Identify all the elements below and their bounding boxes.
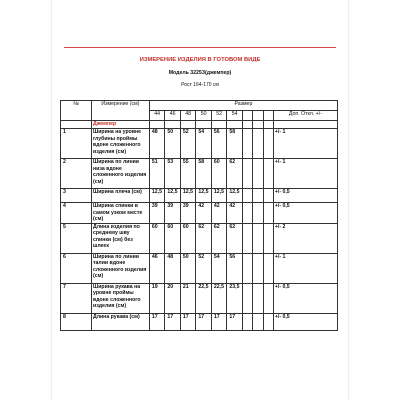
header-number: №: [61, 101, 92, 121]
size-value: 56: [211, 129, 227, 159]
size-value: 39: [165, 203, 181, 224]
size-value: 17: [180, 313, 196, 330]
empty-cell: [263, 189, 273, 203]
empty-cell: [242, 313, 252, 330]
row-number: 7: [61, 283, 92, 313]
empty-cell: [263, 223, 273, 253]
empty-cell: [263, 313, 273, 330]
document-page: [52, 0, 348, 400]
size-value: 12,5: [165, 189, 181, 203]
header-divider: [64, 47, 336, 48]
size-header: 52: [211, 111, 227, 121]
empty-cell: [263, 203, 273, 224]
empty-cell: [263, 129, 273, 159]
size-value: 23,5: [227, 283, 243, 313]
measurement-name: Ширина плеча (см): [92, 189, 150, 203]
size-value: 22,5: [211, 283, 227, 313]
measurement-table: [60, 100, 338, 331]
empty-size-cell: [242, 111, 252, 121]
tolerance-value: +/- 1: [273, 129, 337, 159]
tolerance-value: +/- 0,5: [273, 283, 337, 313]
measurement-name: Ширина рукава на уровне проймы вдоне сложенного изделия (см): [92, 283, 150, 313]
measurement-name: Длина изделия по среднему шву спинки (см) без шлеек: [92, 223, 150, 253]
size-value: 39: [149, 203, 165, 224]
measurement-name: Ширина спинки в самом узком месте (см): [92, 203, 150, 224]
size-value: 48: [149, 129, 165, 159]
size-header: 50: [196, 111, 212, 121]
empty-cell: [253, 223, 263, 253]
empty-cell: [253, 159, 263, 189]
empty-cell: [263, 283, 273, 313]
size-value: 54: [211, 253, 227, 283]
size-header: 54: [227, 111, 243, 121]
size-value: 48: [165, 253, 181, 283]
size-value: 60: [180, 223, 196, 253]
empty-cell: [242, 159, 252, 189]
tolerance-value: +/- 0,5: [273, 203, 337, 224]
size-value: 42: [211, 203, 227, 224]
size-value: 58: [196, 159, 212, 189]
table-row: [61, 159, 338, 189]
size-value: 12,5: [211, 189, 227, 203]
size-value: 50: [180, 253, 196, 283]
size-value: 56: [227, 253, 243, 283]
tolerance-value: +/- 0,5: [273, 313, 337, 330]
row-number: 6: [61, 253, 92, 283]
size-value: 20: [165, 283, 181, 313]
size-value: 62: [227, 159, 243, 189]
size-value: 52: [196, 253, 212, 283]
size-value: 12,5: [149, 189, 165, 203]
tolerance-value: +/- 1: [273, 159, 337, 189]
size-value: 12,5: [227, 189, 243, 203]
row-number: 8: [61, 313, 92, 330]
empty-cell: [253, 203, 263, 224]
empty-cell: [253, 253, 263, 283]
size-value: 53: [165, 159, 181, 189]
size-value: 58: [227, 129, 243, 159]
row-number: 3: [61, 189, 92, 203]
table-row: [61, 203, 338, 224]
size-value: 17: [196, 313, 212, 330]
size-value: 22,5: [196, 283, 212, 313]
size-value: 62: [196, 223, 212, 253]
size-value: 60: [211, 159, 227, 189]
size-header: 48: [180, 111, 196, 121]
size-value: 62: [211, 223, 227, 253]
empty-cell: [242, 129, 252, 159]
section-row: [61, 121, 338, 129]
size-value: 17: [165, 313, 181, 330]
row-number: 2: [61, 159, 92, 189]
table-row: [61, 283, 338, 313]
header-tolerance: Доп. Откл. +/-: [273, 111, 337, 121]
table-row: [61, 253, 338, 283]
empty-cell: [242, 283, 252, 313]
measurement-name: Ширина по линии талии вдоне сложенного изделия (см): [92, 253, 150, 283]
size-value: 12,5: [196, 189, 212, 203]
size-value: 42: [196, 203, 212, 224]
size-value: 50: [165, 129, 181, 159]
row-number: 4: [61, 203, 92, 224]
size-header: 44: [149, 111, 165, 121]
empty-cell: [253, 313, 263, 330]
row-number: 1: [61, 129, 92, 159]
model-name: Модель 3225З(джемпер): [168, 70, 232, 76]
size-value: 17: [211, 313, 227, 330]
tolerance-value: +/- 1: [273, 253, 337, 283]
table-row: [61, 313, 338, 330]
size-value: 19: [149, 283, 165, 313]
size-value: 12,5: [180, 189, 196, 203]
empty-cell: [263, 253, 273, 283]
size-value: 17: [227, 313, 243, 330]
tolerance-value: +/- 2: [273, 223, 337, 253]
size-value: 46: [149, 253, 165, 283]
table-row: [61, 129, 338, 159]
size-value: 60: [149, 223, 165, 253]
size-value: 42: [227, 203, 243, 224]
tolerance-value: +/- 0,5: [273, 189, 337, 203]
size-value: 17: [149, 313, 165, 330]
size-value: 51: [149, 159, 165, 189]
empty-size-cell: [253, 111, 263, 121]
measurement-name: Ширина на уровне глубины проймы вдоне сложенного изделия (см): [92, 129, 150, 159]
empty-cell: [242, 223, 252, 253]
section-empty-cell: [61, 121, 92, 129]
section-label: Джемпер: [92, 121, 150, 129]
header-measure: Измерение (см): [92, 101, 150, 121]
empty-cell: [263, 159, 273, 189]
table-row: [61, 223, 338, 253]
table-header-row: [61, 101, 338, 111]
size-value: 55: [180, 159, 196, 189]
empty-cell: [253, 283, 263, 313]
table-row: [61, 189, 338, 203]
empty-cell: [242, 189, 252, 203]
empty-size-cell: [263, 111, 273, 121]
size-value: 60: [165, 223, 181, 253]
size-header: 46: [165, 111, 181, 121]
size-value: 54: [196, 129, 212, 159]
document-title: ИЗМЕРЕНИЕ ИЗДЕЛИЯ В ГОТОВОМ ВИДЕ: [139, 57, 261, 63]
size-value: 62: [227, 223, 243, 253]
size-value: 21: [180, 283, 196, 313]
row-number: 5: [61, 223, 92, 253]
empty-cell: [242, 253, 252, 283]
header-sizes: Размер: [149, 101, 337, 111]
size-value: 52: [180, 129, 196, 159]
empty-cell: [253, 129, 263, 159]
height-range: Рост 164-170 см: [181, 82, 219, 88]
empty-cell: [253, 189, 263, 203]
empty-cell: [242, 203, 252, 224]
size-value: 39: [180, 203, 196, 224]
measurement-name: Ширина по линии низа вдоне сложенного изделия (см): [92, 159, 150, 189]
measurement-name: Длина рукава (см): [92, 313, 150, 330]
